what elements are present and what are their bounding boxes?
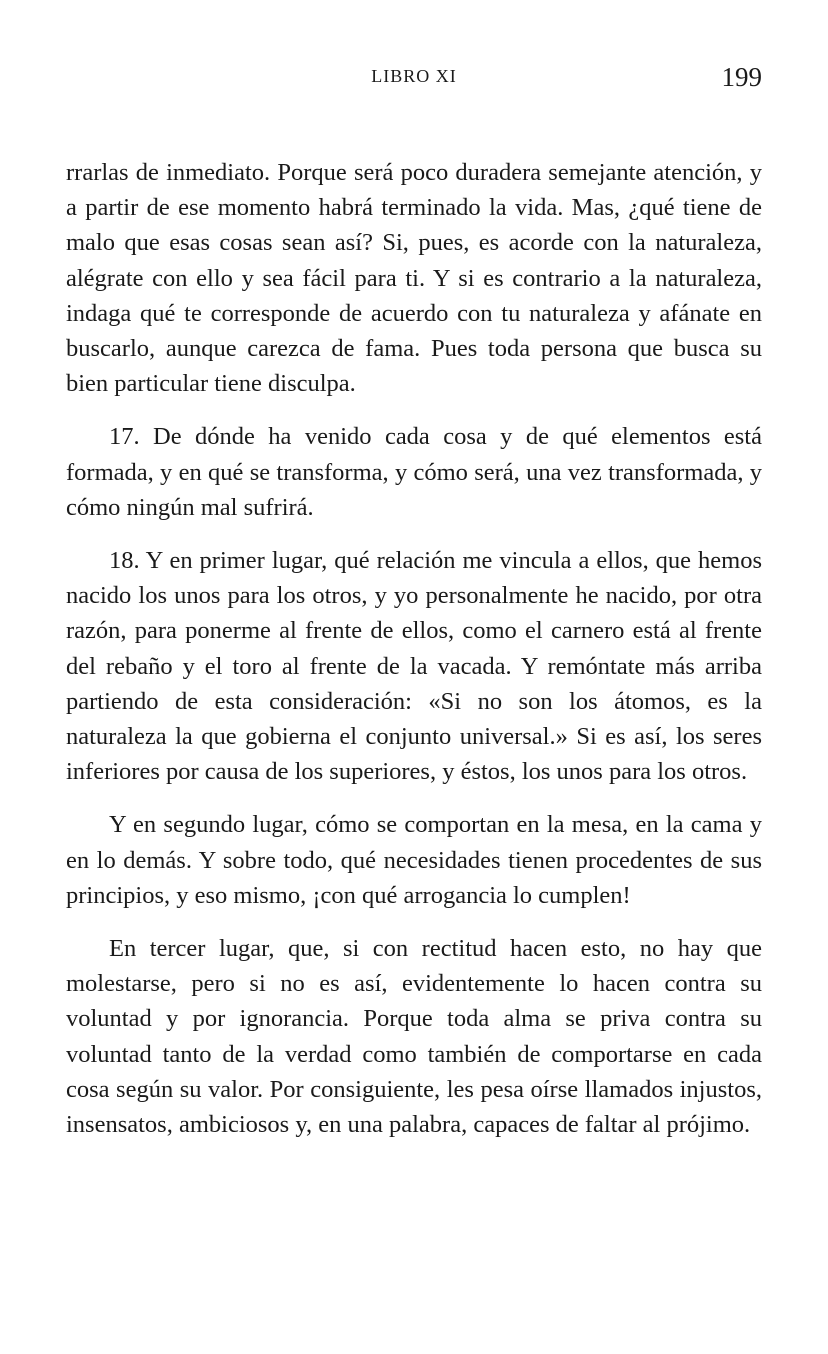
paragraph-second-point: Y en segundo lugar, cómo se comportan en la mesa, en la cama y en lo demás. Y sobre todo, qué necesidades tienen procedentes de sus principios, y eso mismo, ¡con qué arrogancia lo cumplen! [66, 811, 762, 909]
book-page [66, 0, 762, 1354]
paragraph-section-18: 18. Y en primer lugar, qué relación me vincula a ellos, que hemos nacido los unos para los otros, y yo personalmente he nacido, por otra razón, para ponerme al frente de ellos, como el carnero está al frente del rebaño y el toro al frente de la vacada. Y remóntate más arriba partiendo de esta consideración: «Si no son los átomos, es la naturaleza la que gobierna el conjunto universal.» Si es así, los seres inferiores por causa de los superiores, y éstos, los unos para los otros. [66, 547, 762, 786]
page-number: 199 [721, 62, 762, 92]
running-title: LIBRO XI [371, 66, 457, 86]
paragraph-third-point: En tercer lugar, que, si con rectitud hacen esto, no hay que molestarse, pero si no es así, evidentemente lo hacen contra su voluntad y por ignorancia. Porque toda alma se priva contra su voluntad tanto de la verdad como también de comportarse en cada cosa según su valor. Por consiguiente, les pesa oírse llamados injustos, insensatos, ambiciosos y, en una palabra, capaces de faltar al prójimo. [66, 935, 762, 1139]
body-text [66, 155, 762, 1142]
running-head [66, 62, 762, 94]
paragraph-continuation: rrarlas de inmediato. Porque será poco duradera semejante atención, y a partir de ese momento habrá terminado la vida. Mas, ¿qué tiene de malo que esas cosas sean así? Si, pues, es acorde con la naturaleza, alégrate con ello y sea fácil para ti. Y si es contrario a la naturaleza, indaga qué te corresponde de acuerdo con tu naturaleza y afánate en buscarlo, aunque carezca de fama. Pues toda persona que busca su bien particular tiene disculpa. [66, 159, 762, 398]
paragraph-section-17: 17. De dónde ha venido cada cosa y de qué elementos está formada, y en qué se transforma, y cómo será, una vez transformada, y cómo ningún mal sufrirá. [66, 423, 762, 521]
